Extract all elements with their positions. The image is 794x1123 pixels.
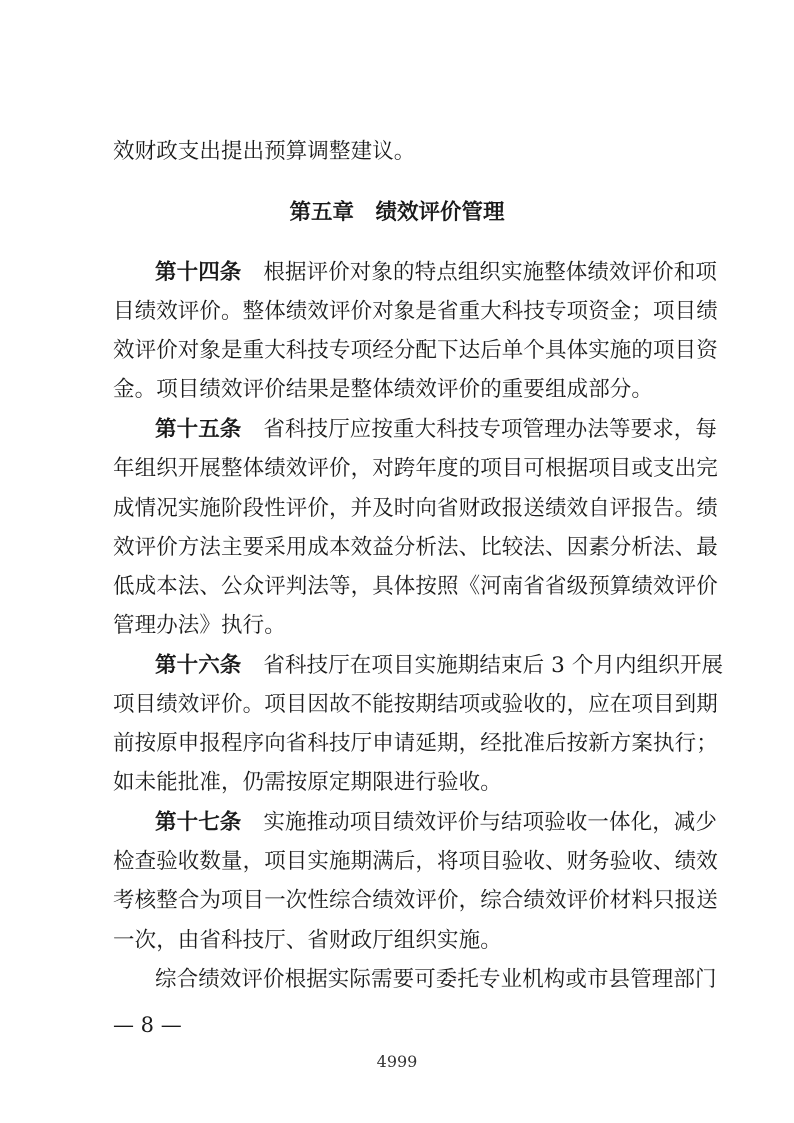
paragraph-line: 省科技厅在项目实施期结束后 3 个月内组织开展 (263, 653, 724, 678)
paragraph-line: 目绩效评价。整体绩效评价对象是省重大科技专项资金；项目绩 (113, 299, 718, 324)
paragraph-line: 金。项目绩效评价结果是整体绩效评价的重要组成部分。 (113, 377, 654, 402)
paragraph-line: 综合绩效评价根据实际需要可委托专业机构或市县管理部门 (155, 967, 717, 992)
article-16-first-line (0, 651, 794, 681)
article-14-first-line (0, 258, 794, 288)
paragraph-line: 实施推动项目绩效评价与结项验收一体化，减少 (263, 810, 718, 835)
article-15-first-line (0, 415, 794, 445)
paragraph-line: 年组织开展整体绩效评价，对跨年度的项目可根据项目或支出完 (113, 456, 718, 481)
paragraph-line: 成情况实施阶段性评价，并及时向省财政报送绩效自评报告。绩 (113, 496, 718, 521)
paragraph-line: 管理办法》执行。 (113, 613, 286, 638)
paragraph-line: 低成本法、公众评判法等，具体按照《河南省省级预算绩效评价 (113, 574, 718, 599)
article-16-heading: 第十六条 (155, 653, 242, 678)
paragraph-line: 效评价对象是重大科技专项经分配下达后单个具体实施的项目资 (113, 338, 718, 363)
paragraph-line: 省科技厅应按重大科技专项管理办法等要求，每 (263, 417, 718, 442)
chapter-title: 第五章 绩效评价管理 (289, 200, 505, 225)
paragraph-line: 效财政支出提出预算调整建议。 (113, 139, 416, 164)
paragraph-line: 项目绩效评价。项目因故不能按期结项或验收的，应在项目到期 (113, 692, 718, 717)
article-17-first-line (0, 808, 794, 838)
paragraph-line: 根据评价对象的特点组织实施整体绩效评价和项 (263, 260, 718, 285)
document-sequence-number: 4999 (376, 1052, 418, 1071)
page-number: — 8 — (113, 1013, 182, 1037)
paragraph-line: 检查验收数量，项目实施期满后，将项目验收、财务验收、绩效 (113, 849, 718, 874)
paragraph-line: 如未能批准，仍需按原定期限进行验收。 (113, 770, 502, 795)
article-17-heading: 第十七条 (155, 810, 242, 835)
paragraph-line: 考核整合为项目一次性综合绩效评价，综合绩效评价材料只报送 (113, 888, 718, 913)
article-15-heading: 第十五条 (155, 417, 242, 442)
article-14-heading: 第十四条 (155, 260, 242, 285)
paragraph-line: 前按原申报程序向省科技厅申请延期，经批准后按新方案执行； (113, 731, 718, 756)
paragraph-line: 一次，由省科技厅、省财政厅组织实施。 (113, 928, 502, 953)
paragraph-line: 效评价方法主要采用成本效益分析法、比较法、因素分析法、最 (113, 535, 718, 560)
